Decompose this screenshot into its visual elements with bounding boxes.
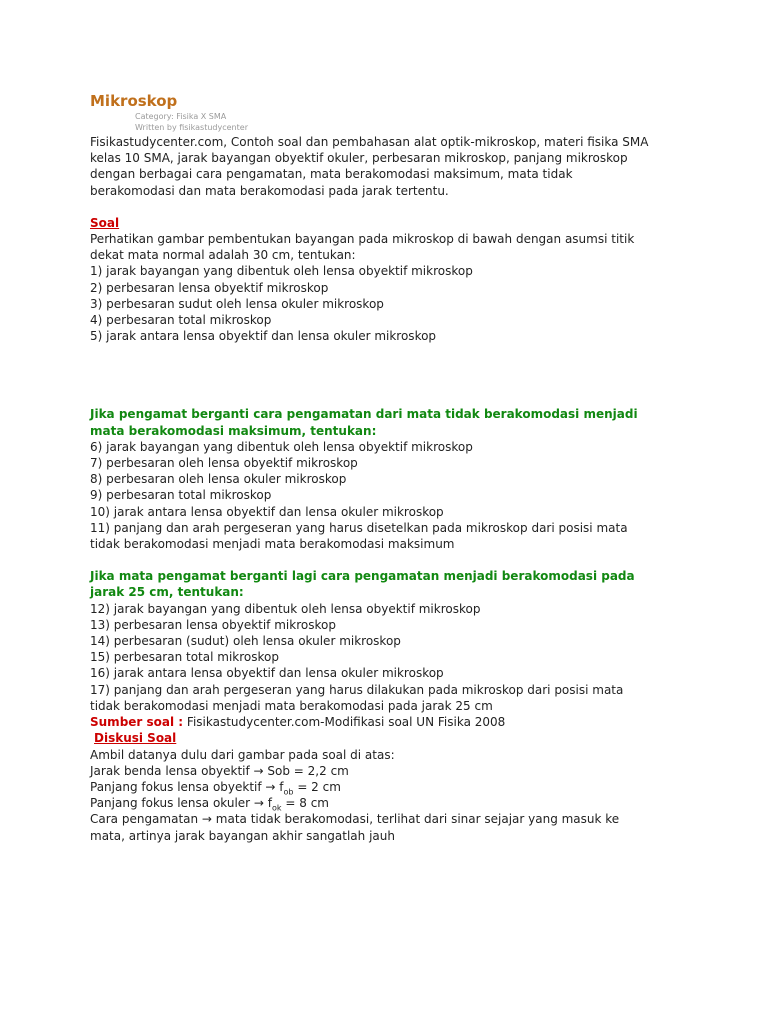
list-item: 8) perbesaran oleh lensa okuler mikroskop — [90, 472, 347, 487]
source-line — [90, 714, 650, 730]
soal-intro: Perhatikan gambar pembentukan bayangan pada mikroskop di bawah dengan asumsi titik dekat mata normal adalah 30 cm, tentukan: — [90, 232, 635, 263]
list-item: 11) panjang dan arah pergeseran yang harus disetelkan pada mikroskop dari posisi mata tidak berakomodasi menjadi mata berakomodasi maksimum — [90, 520, 628, 552]
article-content — [90, 92, 650, 844]
list-item: 6) jarak bayangan yang dibentuk oleh lensa obyektif mikroskop — [90, 439, 473, 454]
question-list-1 — [90, 263, 650, 344]
list-item: 17) panjang dan arah pergeseran yang harus dilakukan pada mikroskop dari posisi mata tidak berakomodasi menjadi mata berakomodasi pada jarak 25 cm — [90, 682, 624, 713]
list-item: 7) perbesaran oleh lensa obyektif mikroskop — [90, 456, 358, 471]
diskusi-line — [90, 795, 650, 811]
list-item: 14) perbesaran (sudut) oleh lensa okuler mikroskop — [90, 634, 401, 649]
image-gap — [90, 344, 650, 406]
diskusi-body — [90, 747, 650, 844]
intro-paragraph: Fisikastudycenter.com, Contoh soal dan pembahasan alat optik-mikroskop, materi fisika SMA kelas 10 SMA, jarak bayangan obyektif okuler, perbesaran mikroskop, panjang mikroskop dengan berbagai cara pengamatan, mata berakomodasi maksimum, mata tidak berakomodasi dan mata berakomodasi pada jarak tertentu. — [90, 135, 649, 198]
subscript: ob — [283, 787, 294, 797]
source-label: Sumber soal : — [90, 715, 184, 730]
list-item: 5) jarak antara lensa obyektif dan lensa okuler mikroskop — [90, 329, 437, 344]
question-list-3 — [90, 601, 650, 714]
list-item: 12) jarak bayangan yang dibentuk oleh lensa obyektif mikroskop — [90, 601, 481, 616]
list-item: 1) jarak bayangan yang dibentuk oleh lensa obyektif mikroskop — [90, 264, 473, 279]
soal-heading: Soal — [90, 215, 120, 230]
list-item: 16) jarak antara lensa obyektif dan lensa okuler mikroskop — [90, 666, 444, 681]
list-item: 3) perbesaran sudut oleh lensa okuler mikroskop — [90, 296, 384, 311]
subscript: ok — [272, 803, 282, 813]
diskusi-text: Panjang fokus lensa obyektif → f — [90, 779, 284, 794]
diskusi-text: Panjang fokus lensa okuler → f — [90, 796, 273, 811]
diskusi-text: = 2 cm — [293, 779, 341, 794]
list-item: 4) perbesaran total mikroskop — [90, 313, 272, 328]
section-3-heading: Jika mata pengamat berganti lagi cara pengamatan menjadi berakomodasi pada jarak 25 cm, tentukan: — [90, 569, 635, 600]
diskusi-heading: Diskusi Soal — [94, 731, 177, 746]
section-2-heading: Jika pengamat berganti cara pengamatan dari mata tidak berakomodasi menjadi mata berakomodasi maksimum, tentukan: — [90, 407, 638, 438]
diskusi-text: = 8 cm — [281, 796, 329, 811]
section-gap — [90, 552, 650, 568]
list-item: 9) perbesaran total mikroskop — [90, 488, 272, 503]
list-item: 2) perbesaran lensa obyektif mikroskop — [90, 280, 329, 295]
page-title: Mikroskop — [90, 92, 178, 110]
diskusi-line: Ambil datanya dulu dari gambar pada soal di atas: — [90, 747, 395, 762]
question-list-2 — [90, 439, 650, 552]
diskusi-line: Jarak benda lensa obyektif → Sob = 2,2 cm — [90, 763, 349, 778]
list-item: 10) jarak antara lensa obyektif dan lensa okuler mikroskop — [90, 504, 444, 519]
article-category: Category: Fisika X SMA — [135, 112, 227, 121]
diskusi-line — [90, 779, 650, 795]
list-item: 13) perbesaran lensa obyektif mikroskop — [90, 617, 336, 632]
diskusi-line: Cara pengamatan → mata tidak berakomodasi, terlihat dari sinar sejajar yang masuk ke mata, artinya jarak bayangan akhir sangatlah jauh — [90, 812, 620, 843]
article-author: Written by fisikastudycenter — [135, 123, 248, 132]
list-item: 15) perbesaran total mikroskop — [90, 650, 279, 665]
source-text: Fisikastudycenter.com-Modifikasi soal UN Fisika 2008 — [183, 715, 506, 730]
